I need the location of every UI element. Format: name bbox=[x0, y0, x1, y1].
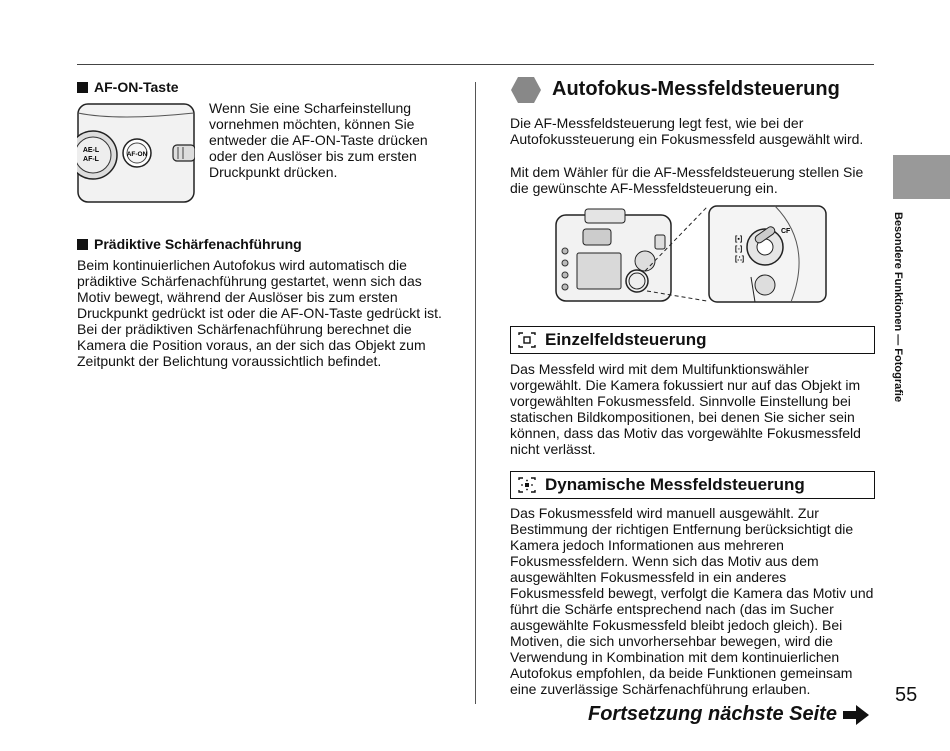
square-bullet-icon bbox=[77, 239, 88, 250]
square-bullet-icon bbox=[77, 82, 88, 93]
svg-text:[∴]: [∴] bbox=[735, 256, 745, 263]
page-title: Autofokus-Messfeldsteuerung bbox=[552, 78, 840, 100]
hexagon-icon bbox=[510, 76, 542, 104]
af-on-text: Wenn Sie eine Scharfeinstellung vornehmen möchten, können Sie entweder die AF-ON-Taste drücken oder den Auslöser bis zum ersten Druckpunkt drücken. bbox=[209, 100, 428, 180]
top-rule bbox=[77, 64, 874, 65]
dynamic-area-heading: Dynamische Messfeldsteuerung bbox=[510, 471, 875, 499]
af-on-heading: AF-ON-Taste bbox=[77, 79, 179, 95]
svg-text:[▪]: [▪] bbox=[735, 236, 743, 243]
svg-text:[◦]: [◦] bbox=[735, 246, 743, 253]
dynamic-area-af-icon bbox=[517, 477, 537, 493]
single-area-text: Das Messfeld wird mit dem Multifunktionswähler vorgewählt. Die Kamera fokussiert nur auf das Objekt im vorgewählten Fokusmessfeld. Sinnvolle Einstellung bei statischen Bildkompositionen, bei denen Sie sicher sein können, dass das Motiv das vorgewählte Fokusmessfeld nicht verlässt. bbox=[510, 361, 861, 457]
page-number: 55 bbox=[895, 684, 918, 706]
svg-text:AF-ON: AF-ON bbox=[126, 151, 148, 158]
column-divider bbox=[475, 82, 476, 704]
predictive-heading: Prädiktive Schärfenachführung bbox=[77, 236, 302, 252]
intro-paragraph-1: Die AF-Messfeldsteuerung legt fest, wie bei der Autofokussteuerung ein Fokusmessfeld ausgewählt wird. bbox=[510, 115, 864, 147]
intro-paragraph-2: Mit dem Wähler für die AF-Messfeldsteuerung stellen Sie die gewünschte AF-Messfeldsteuerung ein. bbox=[510, 164, 864, 196]
svg-text:AF-L: AF-L bbox=[83, 156, 99, 163]
section-label: Besondere Funktionen — Fotografie bbox=[892, 212, 904, 403]
svg-text:CF: CF bbox=[781, 228, 791, 235]
single-area-af-icon bbox=[517, 332, 537, 348]
continue-label: Fortsetzung nächste Seite bbox=[588, 703, 837, 725]
continue-link[interactable] bbox=[588, 703, 869, 726]
svg-text:AE-L: AE-L bbox=[82, 147, 100, 154]
single-area-heading: Einzelfeldsteuerung bbox=[510, 326, 875, 354]
camera-selector-illustration bbox=[555, 205, 830, 305]
af-on-button-illustration bbox=[77, 103, 195, 203]
arrow-right-icon bbox=[843, 705, 869, 725]
predictive-text: Beim kontinuierlichen Autofokus wird automatisch die prädiktive Schärfenachführung gestartet, wenn sich das Motiv bewegt, während der Auslöser bis zum ersten Druckpunkt gedrückt ist oder die AF-ON-Taste gedrückt ist. Bei der prädiktiven Schärfenachführung berechnet die Kamera die Position voraus, an der sich das Objekt zum Zeitpunkt der Belichtung voraussichtlich befindet. bbox=[77, 257, 442, 369]
section-tab bbox=[893, 155, 950, 199]
dynamic-area-text: Das Fokusmessfeld wird manuell ausgewählt. Zur Bestimmung der richtigen Entfernung berücksichtigt die Kamera jedoch Informationen aus mehreren Fokusmessfeldern. Wenn sich das Motiv aus dem ausgewählten Fokusmessfeld in ein anderes Fokusmessfeld bewegt, verfolgt die Kamera das Motiv und führt die Schärfe entsprechend nach (das im Sucher ausgewählte Fokusmessfeld bleibt jedoch gleich). Bei Motiven, die sich unvorhersehbar bewegen, wird die Verwendung in Kombination mit dem kontinuierlichen Autofokus empfohlen, da beide Funktionen gemeinsam eine zuverlässige Schärfenachführung erlauben. bbox=[510, 505, 874, 697]
